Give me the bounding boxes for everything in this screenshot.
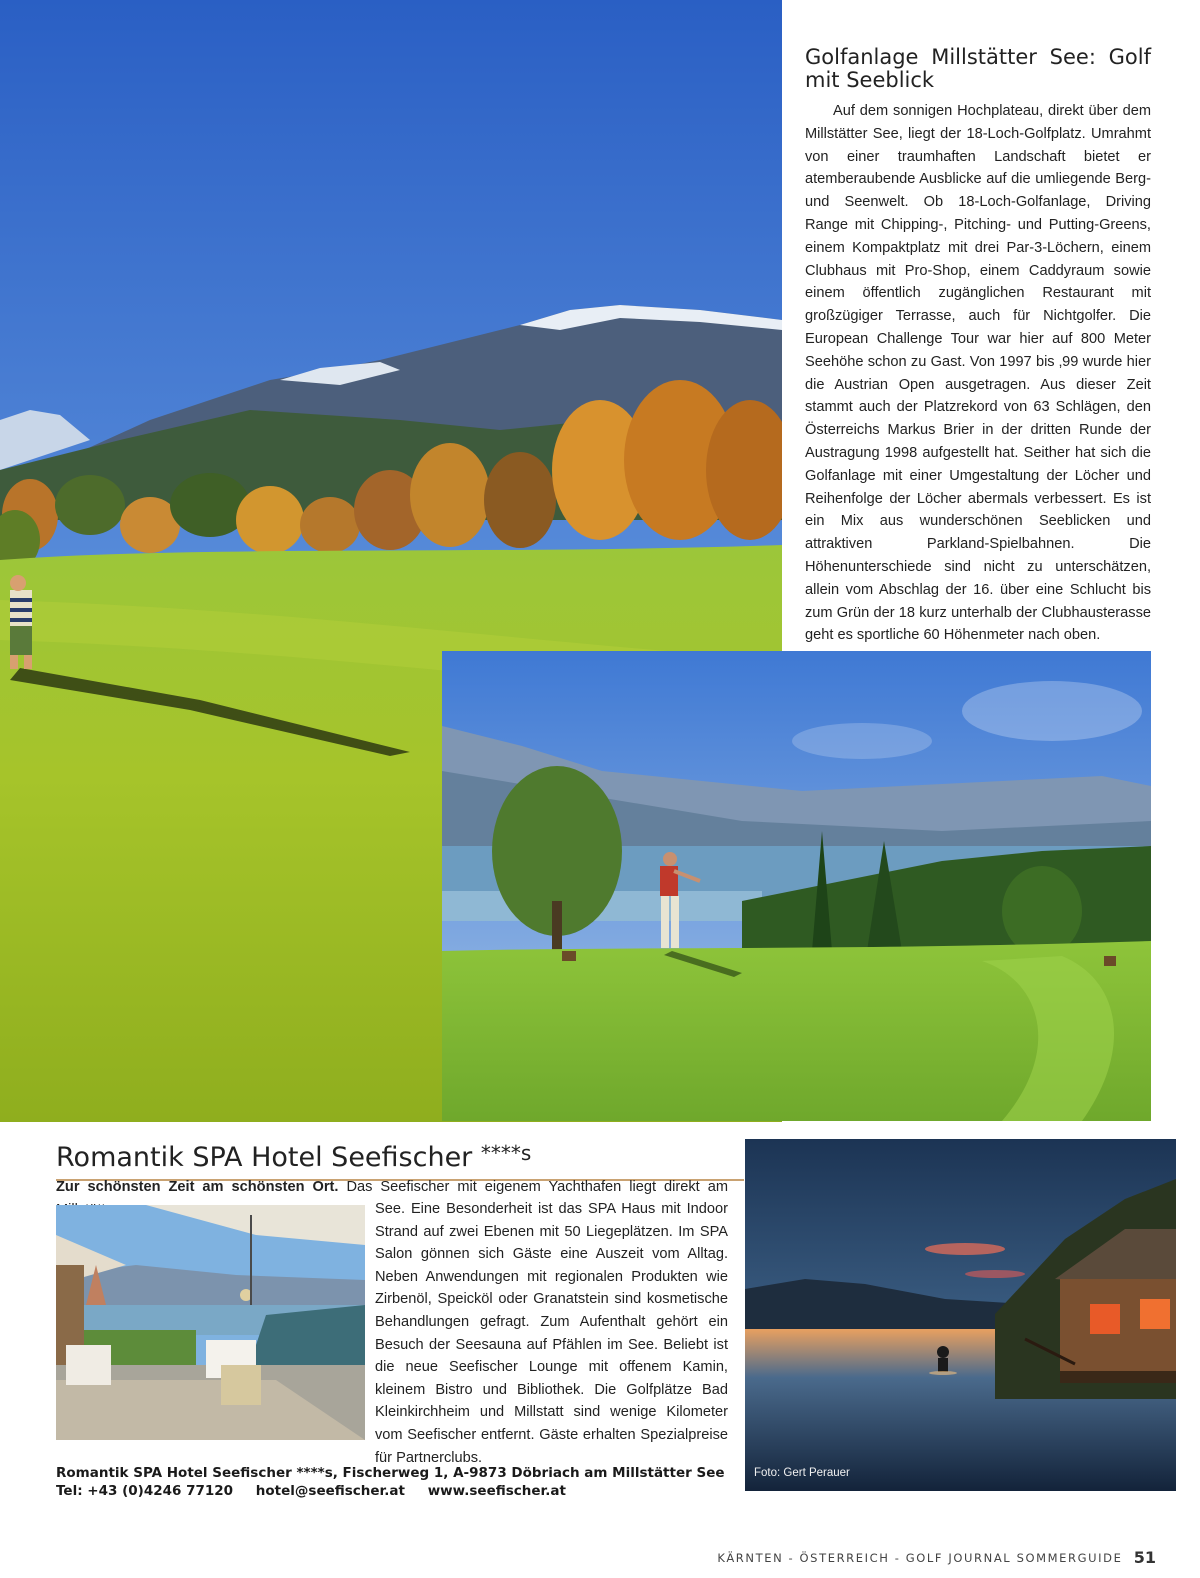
hotel-address: Romantik SPA Hotel Seefischer ****s, Fischerweg 1, A-9873 Döbriach am Millstätter See	[56, 1465, 725, 1481]
footer-text: KÄRNTEN - ÖSTERREICH - GOLF JOURNAL SOMMERGUIDE	[717, 1551, 1123, 1565]
hotel-stars: ****s	[480, 1141, 532, 1165]
hotel-title	[56, 1134, 744, 1181]
article-body: Auf dem sonnigen Hochplateau, direkt über dem Millstätter See, liegt der 18-Loch-Golfplatz. Umrahmt von einer traumhaften Landschaft bietet er atemberaubende Ausblicke auf die umliegende Berg- und Seenwelt. Ob 18-Loch-Golfanlage, Driving Range mit Chipping-, Pitching- und Putting-Greens, einem Kompaktplatz mit drei Par-3-Löchern, einem Clubhaus mit Pro-Shop, einem Caddyraum sowie einem öffentlich zugänglichen Restaurant mit großzügiger Terrasse, auch für Nichtgolfer. Die European Challenge Tour war hier auf 800 Meter Seehöhe schon zu Gast. Von 1997 bis ‚99 wurde hier die Austrian Open ausgetragen. Aus dieser Zeit stammt auch der Platzrekord von 63 Schlägen, den Österreichs Markus Brier in der dritten Runde der Austragung 1998 aufgestellt hat. Seither hat sich die Golfanlage mit einer Umgestaltung der Löcher und Reihenfolge der Löcher abermals verbessert. Es ist ein Mix aus wunderschönen Seeblicken und attraktiven Parkland-Spielbahnen. Die Höhenunterschiede sind nicht zu unterschätzen, allein vom Abschlag der 16. über eine Schlucht bis zum Grün der 18 kurz unterhalb der Clubhausterasse geht es sportliche 60 Höhenmeter nach oben.	[805, 103, 1151, 644]
hotel-body	[375, 1198, 728, 1469]
hotel-name: Romantik SPA Hotel Seefischer	[56, 1142, 473, 1173]
hotel-lead-rest: Das Seefischer mit eigenem Yachthafen liegt direkt am	[346, 1179, 728, 1195]
hotel-contact-line	[56, 1482, 746, 1500]
hotel-contact	[56, 1464, 746, 1500]
page-footer	[717, 1548, 1156, 1567]
photo-hotel-terrace	[56, 1205, 365, 1440]
page-number: 51	[1133, 1548, 1156, 1567]
hotel-email[interactable]: hotel@seefischer.at	[255, 1483, 405, 1499]
article-golfanlage	[805, 46, 1151, 647]
hotel-body-text: See. Eine Besonderheit ist das SPA Haus mit Indoor Strand auf zwei Ebenen mit 50 Liegeplätzen. Im SPA Salon gönnen sich Gäste eine Auszeit vom Alltag. Neben Anwendungen mit regionalen Produkten wie Zirbenöl, Speicköl oder Granatstein sind kosmetische Behandlungen gefragt. Zum Aufenthalt gehört ein Besuch der Seesauna auf Pfählen im See. Beliebt ist die neue Seefischer Lounge mit offenem Kamin, kleinem Bistro und Bibliothek. Die Golfplätze Bad Kleinkirchheim und Millstatt sind wenige Kilometer vom Seefischer entfernt. Gäste erhalten Spezialpreise für Partnerclubs.	[375, 1201, 728, 1466]
photo-lake-sunset-sauna	[745, 1139, 1176, 1491]
hotel-lead-bold: Zur schönsten Zeit am schönsten Ort.	[56, 1179, 339, 1195]
photo-golfer-lake	[442, 651, 1151, 1121]
hotel-web[interactable]: www.seefischer.at	[427, 1483, 566, 1499]
article-title: Golfanlage Millstätter See: Golf mit Seeblick	[805, 45, 1151, 92]
hotel-tel: Tel: +43 (0)4246 77120	[56, 1483, 234, 1499]
photo-credit: Foto: Gert Perauer	[754, 1467, 850, 1479]
